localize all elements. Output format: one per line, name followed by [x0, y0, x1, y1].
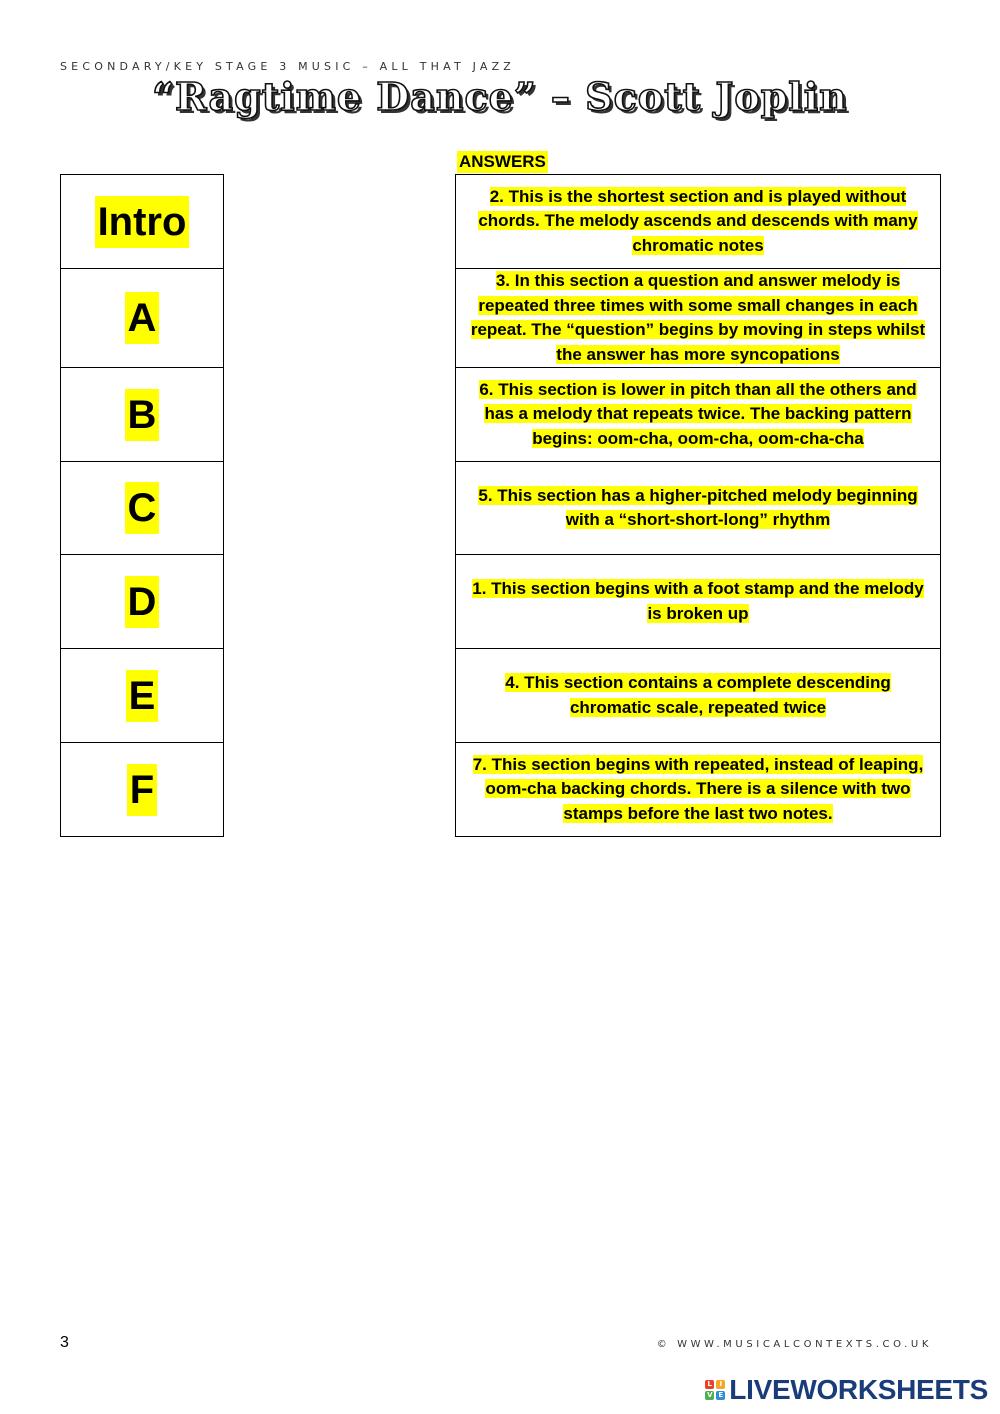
section-cell[interactable]: [61, 743, 223, 836]
liveworksheets-logo-text: LIVEWORKSHEETS: [729, 1374, 988, 1405]
sections-table: [60, 174, 224, 837]
badge-letter: L: [705, 1380, 714, 1389]
answer-text: 4. This section contains a complete descending chromatic scale, repeated twice: [505, 673, 891, 717]
answer-cell[interactable]: [456, 368, 940, 462]
section-cell[interactable]: [61, 555, 223, 649]
section-label: B: [125, 389, 160, 441]
answer-text: 2. This is the shortest section and is played without chords. The melody ascends and descends with many chromatic notes: [478, 186, 918, 255]
page-title: “Ragtime Dance” – Scott Joplin: [152, 74, 848, 119]
header-subtitle: SECONDARY/KEY STAGE 3 MUSIC – ALL THAT JAZZ: [60, 60, 516, 73]
answer-text: 1. This section begins with a foot stamp and the melody is broken up: [472, 579, 924, 623]
answer-text: 5. This section has a higher-pitched melody beginning with a “short-short-long” rhythm: [478, 485, 918, 529]
answer-text: 7. This section begins with repeated, instead of leaping, oom-cha backing chords. There is a silence with two stamps before the last two notes.: [472, 754, 924, 823]
section-label: F: [127, 764, 157, 816]
badge-letter: E: [716, 1391, 725, 1400]
answer-cell[interactable]: [456, 743, 940, 836]
answer-cell[interactable]: [456, 555, 940, 649]
badge-letter: V: [707, 1391, 713, 1399]
answers-heading: ANSWERS: [459, 152, 546, 171]
section-label: C: [125, 482, 160, 534]
liveworksheets-logo[interactable]: [705, 1374, 988, 1406]
badge-letter: I: [716, 1380, 725, 1389]
answer-cell[interactable]: [456, 175, 940, 269]
section-label: Intro: [95, 196, 190, 248]
answer-cell[interactable]: [456, 649, 940, 743]
page-number: 3: [60, 1334, 69, 1351]
answers-table: [455, 174, 941, 837]
section-label: D: [125, 576, 160, 628]
liveworksheets-badge-icon: [705, 1380, 725, 1400]
answer-cell[interactable]: [456, 269, 940, 368]
section-label: A: [125, 292, 160, 344]
copyright-notice: © WWW.MUSICALCONTEXTS.CO.UK: [656, 1339, 932, 1350]
section-label: E: [126, 670, 159, 722]
answer-text: 3. In this section a question and answer melody is repeated three times with some small changes in each repeat. The “question” begins by moving in steps whilst the answer has more syncopations: [470, 271, 926, 364]
section-cell[interactable]: [61, 462, 223, 555]
section-cell[interactable]: [61, 368, 223, 462]
section-cell[interactable]: [61, 175, 223, 269]
answer-text: 6. This section is lower in pitch than all the others and has a melody that repeats twice. The backing pattern begins: oom-cha, oom-cha, oom-cha-cha: [479, 379, 917, 448]
section-cell[interactable]: [61, 269, 223, 368]
answer-cell[interactable]: [456, 462, 940, 555]
section-cell[interactable]: [61, 649, 223, 743]
